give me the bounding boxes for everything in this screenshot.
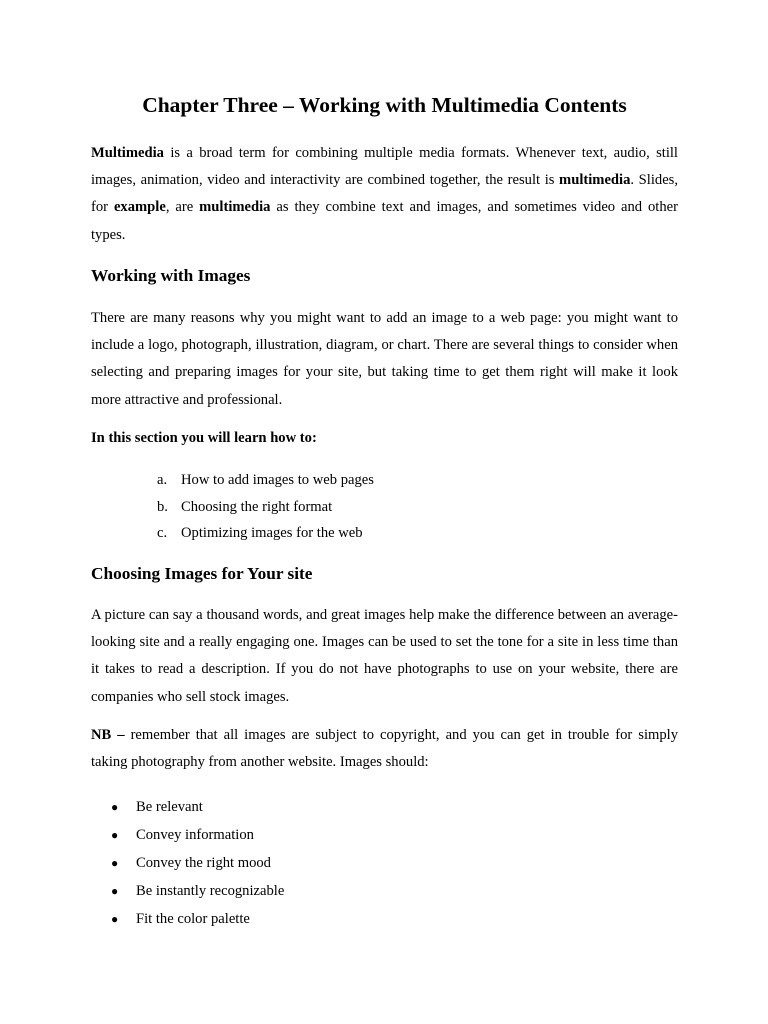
nb-paragraph xyxy=(91,722,678,776)
section-heading-choosing-images: Choosing Images for Your site xyxy=(91,564,313,583)
intro-text: , are xyxy=(165,199,200,216)
list-item xyxy=(111,877,284,905)
list-item-text: Convey information xyxy=(136,827,254,843)
list-marker: b. xyxy=(157,498,168,515)
list-item-text: Be relevant xyxy=(136,799,203,815)
intro-term: multimedia xyxy=(559,172,631,189)
learn-intro: In this section you will learn how to: xyxy=(91,430,317,446)
bullet-icon: ● xyxy=(111,856,119,870)
intro-text: . Slides, for xyxy=(91,172,679,216)
list-item xyxy=(157,520,374,547)
list-item xyxy=(111,905,284,933)
list-item-text: Convey the right mood xyxy=(136,855,271,871)
intro-term: example xyxy=(113,199,166,216)
choosing-paragraph: A picture can say a thousand words, and great images help make the difference between an average-looking site and a really engaging one. Images can be used to set the tone for a site in less time than it takes to read a description. If you do not have photographs to use on your website, there are companies who sell stock images. xyxy=(91,607,678,705)
list-item xyxy=(157,467,374,494)
nb-label: NB – xyxy=(91,727,125,743)
list-item-text: Optimizing images for the web xyxy=(181,525,363,541)
section-heading-working-with-images: Working with Images xyxy=(91,266,251,285)
bullet-icon: ● xyxy=(111,828,119,842)
list-marker: a. xyxy=(157,472,168,488)
list-item-text: How to add images to web pages xyxy=(181,472,374,488)
page-title: Chapter Three – Working with Multimedia Contents xyxy=(142,93,627,117)
list-item xyxy=(157,494,374,521)
list-item-text: Choosing the right format xyxy=(181,498,333,515)
list-item-text: Fit the color palette xyxy=(136,911,250,927)
intro-text: is a broad term for combining multiple media formats. Whenever text, audio, still images, animation, video and interactivity are combined together, the result is xyxy=(91,145,678,189)
list-item xyxy=(111,821,284,849)
intro-term: Multimedia xyxy=(91,145,164,161)
intro-paragraph xyxy=(91,140,678,249)
intro-text: as they combine text and images, and sometimes video and other types. xyxy=(91,199,678,243)
list-item xyxy=(111,793,284,821)
image-criteria-list xyxy=(111,793,284,933)
learning-list xyxy=(157,467,374,547)
bullet-icon: ● xyxy=(111,912,119,926)
list-item-text: Be instantly recognizable xyxy=(136,883,285,899)
intro-term: multimedia xyxy=(199,199,271,216)
bullet-icon: ● xyxy=(111,800,119,814)
bullet-icon: ● xyxy=(111,884,119,898)
images-paragraph: There are many reasons why you might want to add an image to a web page: you might want to include a logo, photograph, illustration, diagram, or chart. There are several things to consider when selecting and preparing images for your site, but taking time to get them right will make it look more attractive and professional. xyxy=(91,310,678,408)
list-item xyxy=(111,849,284,877)
list-marker: c. xyxy=(157,525,168,541)
nb-text: remember that all images are subject to copyright, and you can get in trouble for simply taking photography from another website. Images should: xyxy=(91,727,679,771)
